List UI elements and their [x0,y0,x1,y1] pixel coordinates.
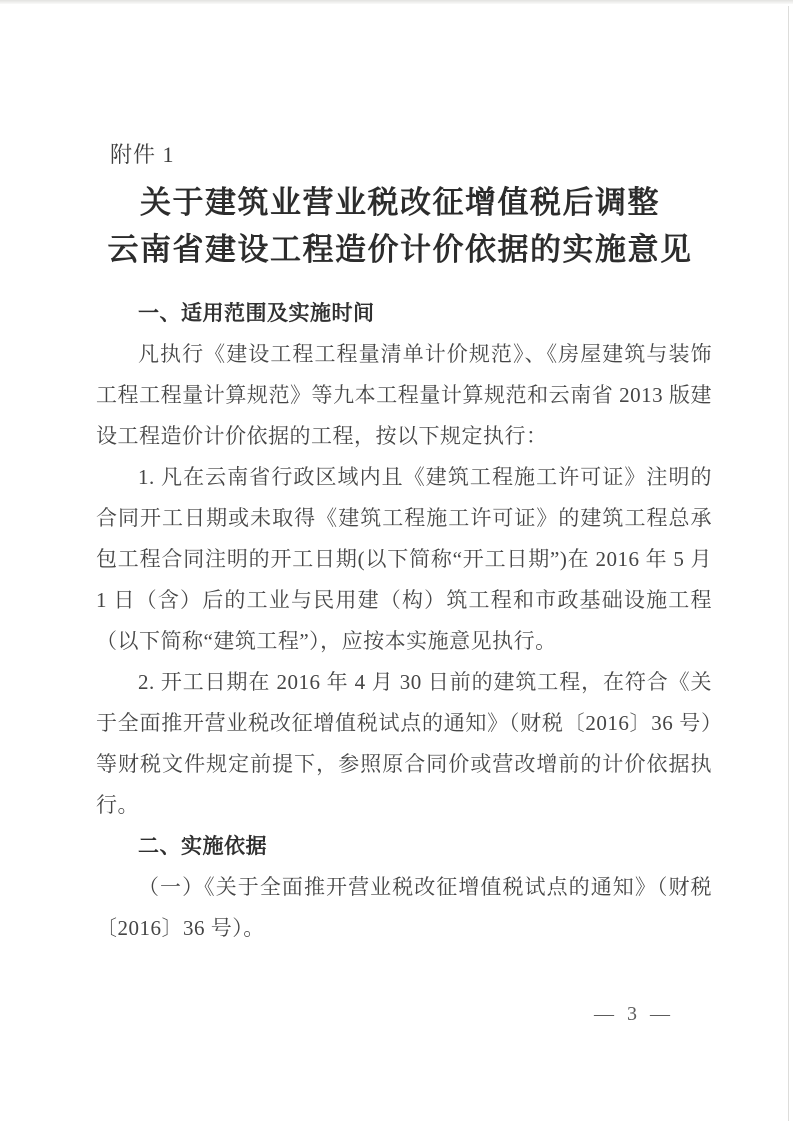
attachment-label: 附件 1 [110,142,175,167]
page-number: — 3 — [594,1003,674,1025]
paragraph-rule-2: 2. 开工日期在 2016 年 4 月 30 日前的建筑工程，在符合《关于全面推开营业税改征增值税试点的通知》（财税〔2016〕36 号）等财税文件规定前提下，参照原合同价或营改增前的计价依据执行。 [96,670,712,817]
title-line-1: 关于建筑业营业税改征增值税后调整 [140,185,660,220]
paragraph-scope-intro: 凡执行《建设工程工程量清单计价规范》、《房屋建筑与装饰工程工程量计算规范》等九本工程量计算规范和云南省 2013 版建设工程造价计价依据的工程，按以下规定执行： [96,342,712,448]
document-title [60,179,740,273]
paragraph-basis-1: （一）《关于全面推开营业税改征增值税试点的通知》（财税〔2016〕36 号）。 [96,875,712,940]
document-body [96,293,712,949]
title-line-2: 云南省建设工程造价计价依据的实施意见 [107,232,693,267]
section-heading-scope-and-time: 一、适用范围及实施时间 [138,302,375,325]
section-heading-implementation-basis: 二、实施依据 [138,835,267,858]
paragraph-rule-1: 1. 凡在云南省行政区域内且《建筑工程施工许可证》注明的合同开工日期或未取得《建筑工程施工许可证》的建筑工程总承包工程合同注明的开工日期(以下简称“开工日期”)在 2016 年 5 月 1 日（含）后的工业与民用建（构）筑工程和市政基础设施工程（以下简称“建筑工程”），应按本实施意见执行。 [96,465,712,653]
